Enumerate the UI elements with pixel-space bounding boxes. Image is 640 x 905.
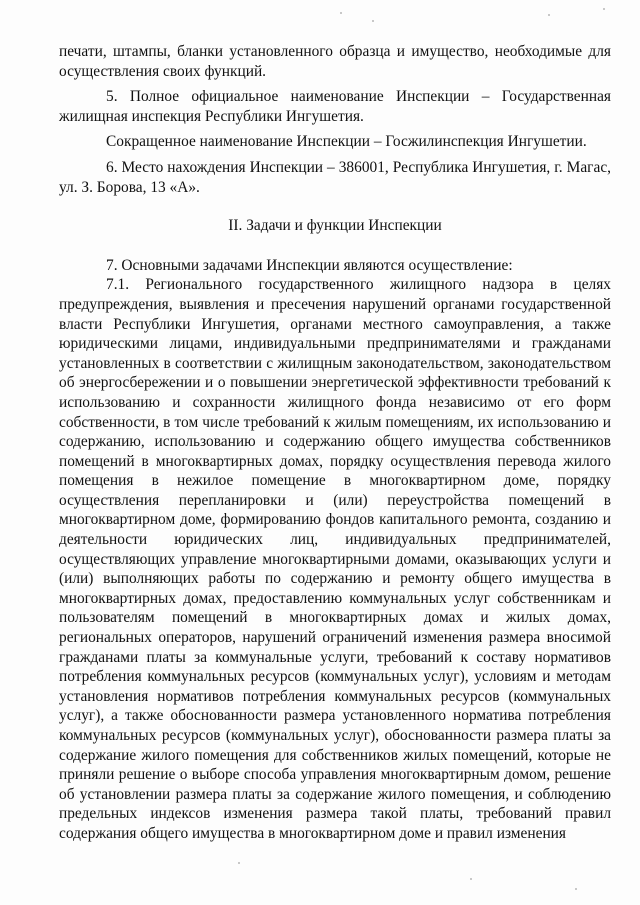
scan-speck xyxy=(340,12,342,14)
scan-speck xyxy=(238,862,240,864)
section-heading: II. Задачи и функции Инспекции xyxy=(228,217,442,235)
scan-speck xyxy=(372,20,374,22)
paragraph-5-short-name: Сокращенное наименование Инспекции – Госжилинспекция Ингушетии. xyxy=(106,133,587,151)
document-body xyxy=(59,42,611,844)
scan-speck xyxy=(603,8,605,10)
scan-speck xyxy=(548,14,550,16)
paragraph-7-1: 7.1. Регионального государственного жилищного надзора в целях предупреждения, выявления и пресечения нарушений органами государственной власти Республики Ингушетия, органами местного самоуправления, а также юридическими лицами, индивидуальными предпринимателями и гражданами установленных в соответствии с жилищным законодательством, законодательством об энергосбережении и о повышении энергетической эффективности требований к использованию и сохранности жилищного фонда независимо от его форм собственности, в том числе требований к жилым помещениям, их использованию и содержанию, использованию и содержанию общего имущества собственников помещений в многоквартирных домах, порядку осуществления перевода жилого помещения в нежилое помещение в многоквартирном доме, порядку осуществления перепланировки и (или) переустройства помещений в многоквартирном доме, формированию фондов капитального ремонта, созданию и деятельности юридических лиц, индивидуальных предпринимателей, осуществляющих управление многоквартирными домами, оказывающих услуги и (или) выполняющих работы по содержанию и ремонту общего имущества в многоквартирных домах, предоставлению коммунальных услуг собственникам и пользователям помещений в многоквартирных домах и жилых домах, региональных операторов, нарушений ограничений изменения размера вносимой гражданами платы за коммунальные услуги, требований к составу нормативов потребления коммунальных ресурсов (коммунальных услуг), условиям и методам установления нормативов потребления коммунальных ресурсов (коммунальных услуг), а также обоснованности размера установленного норматива потребления коммунальных ресурсов (коммунальных услуг), обоснованности размера платы за содержание жилого помещения для собственников жилых помещений, которые не приняли решение о выборе способа управления многоквартирным домом, решение об установлении размера платы за содержание жилого помещения, и соблюдению предельных индексов изменения размера такой платы, требований правил содержания общего имущества в многоквартирном доме и правил изменения xyxy=(59,276,611,842)
paragraph-7-intro: 7. Основными задачами Инспекции являются осуществление: xyxy=(106,256,513,274)
paragraph-5-full-name: 5. Полное официальное наименование Инспекции – Государственная жилищная инспекция Республики Ингушетия. xyxy=(59,88,611,125)
paragraph-6-location: 6. Место нахождения Инспекции – 386001, Республика Ингушетия, г. Магас, ул. З. Борова, 13 «А». xyxy=(59,158,611,196)
paragraph-continuation: печати, штампы, бланки установленного образца и имущество, необходимые для осуществления своих функций. xyxy=(59,43,611,80)
scan-speck xyxy=(470,878,472,880)
scan-speck xyxy=(575,888,577,890)
